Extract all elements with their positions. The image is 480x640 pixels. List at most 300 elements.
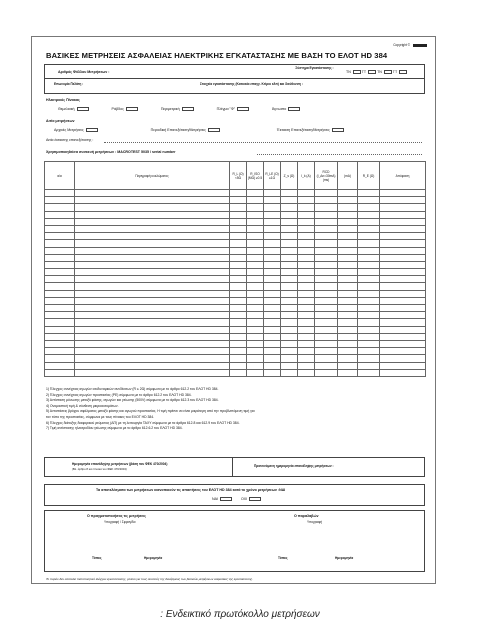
table-cell[interactable] bbox=[358, 233, 380, 240]
table-cell[interactable] bbox=[315, 362, 338, 369]
table-cell[interactable] bbox=[264, 218, 281, 225]
table-cell[interactable] bbox=[298, 355, 315, 362]
table-cell[interactable] bbox=[230, 211, 247, 218]
table-cell[interactable] bbox=[358, 247, 380, 254]
table-cell[interactable] bbox=[358, 240, 380, 247]
table-cell[interactable] bbox=[264, 283, 281, 290]
table-cell[interactable] bbox=[230, 247, 247, 254]
table-cell[interactable] bbox=[281, 190, 298, 197]
table-cell[interactable] bbox=[230, 355, 247, 362]
table-cell[interactable] bbox=[298, 340, 315, 347]
table-cell[interactable] bbox=[264, 197, 281, 204]
table-cell[interactable] bbox=[281, 233, 298, 240]
table-cell[interactable] bbox=[264, 326, 281, 333]
table-cell[interactable] bbox=[247, 276, 264, 283]
table-cell[interactable] bbox=[298, 276, 315, 283]
table-cell[interactable] bbox=[380, 297, 426, 304]
table-cell[interactable] bbox=[380, 254, 426, 261]
table-cell[interactable] bbox=[298, 204, 315, 211]
table-cell[interactable] bbox=[315, 247, 338, 254]
table-cell[interactable] bbox=[315, 290, 338, 297]
table-cell[interactable] bbox=[338, 190, 358, 197]
table-cell[interactable] bbox=[75, 333, 230, 340]
table-cell[interactable] bbox=[230, 340, 247, 347]
result-yes-checkbox[interactable] bbox=[220, 497, 232, 501]
table-cell[interactable] bbox=[298, 197, 315, 204]
table-cell[interactable] bbox=[75, 190, 230, 197]
panel-checkbox-3[interactable] bbox=[182, 107, 194, 111]
table-cell[interactable] bbox=[298, 240, 315, 247]
table-cell[interactable] bbox=[281, 297, 298, 304]
table-cell[interactable] bbox=[380, 340, 426, 347]
table-cell[interactable] bbox=[380, 233, 426, 240]
table-cell[interactable] bbox=[380, 204, 426, 211]
table-cell[interactable] bbox=[298, 269, 315, 276]
table-cell[interactable] bbox=[264, 204, 281, 211]
table-cell[interactable] bbox=[380, 197, 426, 204]
table-cell[interactable] bbox=[230, 240, 247, 247]
table-cell[interactable] bbox=[380, 362, 426, 369]
table-cell[interactable] bbox=[298, 297, 315, 304]
table-cell[interactable] bbox=[281, 225, 298, 232]
table-cell[interactable] bbox=[281, 369, 298, 376]
table-cell[interactable] bbox=[380, 369, 426, 376]
table-cell[interactable] bbox=[247, 283, 264, 290]
table-cell[interactable] bbox=[315, 340, 338, 347]
table-cell[interactable] bbox=[75, 254, 230, 261]
table-cell[interactable] bbox=[298, 369, 315, 376]
table-cell[interactable] bbox=[230, 233, 247, 240]
table-cell[interactable] bbox=[75, 247, 230, 254]
table-cell[interactable] bbox=[358, 297, 380, 304]
table-cell[interactable] bbox=[264, 211, 281, 218]
table-cell[interactable] bbox=[45, 297, 75, 304]
table-cell[interactable] bbox=[247, 312, 264, 319]
table-cell[interactable] bbox=[315, 276, 338, 283]
table-cell[interactable] bbox=[358, 269, 380, 276]
table-cell[interactable] bbox=[298, 319, 315, 326]
table-cell[interactable] bbox=[230, 305, 247, 312]
table-cell[interactable] bbox=[45, 254, 75, 261]
table-cell[interactable] bbox=[358, 319, 380, 326]
table-cell[interactable] bbox=[315, 319, 338, 326]
table-cell[interactable] bbox=[281, 348, 298, 355]
table-cell[interactable] bbox=[281, 240, 298, 247]
table-cell[interactable] bbox=[315, 326, 338, 333]
table-cell[interactable] bbox=[298, 290, 315, 297]
table-cell[interactable] bbox=[264, 261, 281, 268]
table-cell[interactable] bbox=[315, 283, 338, 290]
table-cell[interactable] bbox=[45, 218, 75, 225]
table-cell[interactable] bbox=[45, 305, 75, 312]
table-cell[interactable] bbox=[338, 333, 358, 340]
table-cell[interactable] bbox=[338, 211, 358, 218]
table-cell[interactable] bbox=[247, 355, 264, 362]
table-cell[interactable] bbox=[75, 218, 230, 225]
table-cell[interactable] bbox=[358, 333, 380, 340]
table-cell[interactable] bbox=[380, 290, 426, 297]
table-cell[interactable] bbox=[264, 276, 281, 283]
table-cell[interactable] bbox=[315, 369, 338, 376]
table-cell[interactable] bbox=[247, 211, 264, 218]
table-cell[interactable] bbox=[380, 355, 426, 362]
table-cell[interactable] bbox=[247, 254, 264, 261]
result-no-checkbox[interactable] bbox=[249, 497, 261, 501]
table-cell[interactable] bbox=[338, 283, 358, 290]
table-cell[interactable] bbox=[315, 197, 338, 204]
table-cell[interactable] bbox=[45, 269, 75, 276]
table-cell[interactable] bbox=[45, 283, 75, 290]
table-cell[interactable] bbox=[338, 204, 358, 211]
table-cell[interactable] bbox=[338, 269, 358, 276]
table-cell[interactable] bbox=[315, 225, 338, 232]
table-cell[interactable] bbox=[358, 261, 380, 268]
table-cell[interactable] bbox=[358, 218, 380, 225]
table-cell[interactable] bbox=[75, 312, 230, 319]
table-cell[interactable] bbox=[230, 312, 247, 319]
table-cell[interactable] bbox=[281, 340, 298, 347]
table-cell[interactable] bbox=[281, 261, 298, 268]
table-cell[interactable] bbox=[380, 269, 426, 276]
table-cell[interactable] bbox=[298, 333, 315, 340]
table-cell[interactable] bbox=[264, 290, 281, 297]
table-cell[interactable] bbox=[264, 319, 281, 326]
table-cell[interactable] bbox=[45, 340, 75, 347]
table-cell[interactable] bbox=[75, 233, 230, 240]
table-cell[interactable] bbox=[338, 290, 358, 297]
table-cell[interactable] bbox=[358, 369, 380, 376]
table-cell[interactable] bbox=[380, 348, 426, 355]
table-cell[interactable] bbox=[338, 340, 358, 347]
table-cell[interactable] bbox=[264, 269, 281, 276]
system-checkbox-4[interactable] bbox=[399, 70, 407, 74]
table-cell[interactable] bbox=[281, 362, 298, 369]
table-cell[interactable] bbox=[315, 269, 338, 276]
table-cell[interactable] bbox=[315, 218, 338, 225]
table-cell[interactable] bbox=[45, 333, 75, 340]
table-cell[interactable] bbox=[380, 333, 426, 340]
table-cell[interactable] bbox=[298, 362, 315, 369]
table-cell[interactable] bbox=[247, 261, 264, 268]
table-cell[interactable] bbox=[75, 297, 230, 304]
table-cell[interactable] bbox=[247, 333, 264, 340]
table-cell[interactable] bbox=[338, 197, 358, 204]
table-cell[interactable] bbox=[247, 290, 264, 297]
table-cell[interactable] bbox=[338, 319, 358, 326]
table-cell[interactable] bbox=[380, 225, 426, 232]
table-cell[interactable] bbox=[298, 326, 315, 333]
system-checkbox-3[interactable] bbox=[384, 70, 392, 74]
table-cell[interactable] bbox=[230, 218, 247, 225]
reason-checkbox-3[interactable] bbox=[332, 128, 344, 132]
table-cell[interactable] bbox=[281, 326, 298, 333]
table-cell[interactable] bbox=[45, 276, 75, 283]
table-cell[interactable] bbox=[358, 355, 380, 362]
table-cell[interactable] bbox=[281, 283, 298, 290]
table-cell[interactable] bbox=[338, 254, 358, 261]
table-cell[interactable] bbox=[230, 290, 247, 297]
table-cell[interactable] bbox=[358, 283, 380, 290]
table-cell[interactable] bbox=[380, 211, 426, 218]
table-cell[interactable] bbox=[315, 333, 338, 340]
table-cell[interactable] bbox=[247, 190, 264, 197]
table-cell[interactable] bbox=[315, 204, 338, 211]
table-cell[interactable] bbox=[247, 233, 264, 240]
table-cell[interactable] bbox=[264, 348, 281, 355]
table-cell[interactable] bbox=[45, 261, 75, 268]
table-cell[interactable] bbox=[45, 233, 75, 240]
table-cell[interactable] bbox=[247, 348, 264, 355]
table-cell[interactable] bbox=[247, 247, 264, 254]
table-cell[interactable] bbox=[75, 276, 230, 283]
system-checkbox-1[interactable] bbox=[353, 70, 361, 74]
table-cell[interactable] bbox=[315, 297, 338, 304]
table-cell[interactable] bbox=[358, 362, 380, 369]
table-cell[interactable] bbox=[315, 261, 338, 268]
panel-checkbox-2[interactable] bbox=[126, 107, 138, 111]
table-cell[interactable] bbox=[380, 305, 426, 312]
table-cell[interactable] bbox=[281, 211, 298, 218]
table-cell[interactable] bbox=[45, 319, 75, 326]
table-cell[interactable] bbox=[338, 233, 358, 240]
table-cell[interactable] bbox=[45, 211, 75, 218]
table-cell[interactable] bbox=[298, 254, 315, 261]
reason-checkbox-2[interactable] bbox=[208, 128, 220, 132]
table-cell[interactable] bbox=[358, 197, 380, 204]
table-cell[interactable] bbox=[247, 297, 264, 304]
table-cell[interactable] bbox=[75, 319, 230, 326]
table-cell[interactable] bbox=[338, 240, 358, 247]
table-cell[interactable] bbox=[281, 269, 298, 276]
table-cell[interactable] bbox=[298, 312, 315, 319]
table-cell[interactable] bbox=[315, 233, 338, 240]
table-cell[interactable] bbox=[230, 333, 247, 340]
table-cell[interactable] bbox=[230, 297, 247, 304]
table-cell[interactable] bbox=[45, 204, 75, 211]
table-cell[interactable] bbox=[358, 290, 380, 297]
table-cell[interactable] bbox=[75, 362, 230, 369]
table-cell[interactable] bbox=[75, 225, 230, 232]
panel-checkbox-4[interactable] bbox=[237, 107, 249, 111]
table-cell[interactable] bbox=[75, 355, 230, 362]
table-cell[interactable] bbox=[298, 218, 315, 225]
table-cell[interactable] bbox=[45, 312, 75, 319]
table-cell[interactable] bbox=[75, 369, 230, 376]
reason-checkbox-1[interactable] bbox=[86, 128, 98, 132]
table-cell[interactable] bbox=[75, 269, 230, 276]
table-cell[interactable] bbox=[230, 254, 247, 261]
table-cell[interactable] bbox=[380, 326, 426, 333]
table-cell[interactable] bbox=[75, 197, 230, 204]
table-cell[interactable] bbox=[298, 261, 315, 268]
table-cell[interactable] bbox=[45, 326, 75, 333]
table-cell[interactable] bbox=[264, 340, 281, 347]
table-cell[interactable] bbox=[338, 261, 358, 268]
table-cell[interactable] bbox=[75, 290, 230, 297]
table-cell[interactable] bbox=[338, 305, 358, 312]
table-cell[interactable] bbox=[298, 190, 315, 197]
table-cell[interactable] bbox=[380, 276, 426, 283]
table-cell[interactable] bbox=[315, 312, 338, 319]
table-cell[interactable] bbox=[264, 369, 281, 376]
table-cell[interactable] bbox=[45, 355, 75, 362]
table-cell[interactable] bbox=[315, 211, 338, 218]
table-cell[interactable] bbox=[315, 305, 338, 312]
table-cell[interactable] bbox=[230, 190, 247, 197]
table-cell[interactable] bbox=[247, 340, 264, 347]
table-cell[interactable] bbox=[264, 355, 281, 362]
table-cell[interactable] bbox=[247, 362, 264, 369]
table-cell[interactable] bbox=[358, 340, 380, 347]
table-cell[interactable] bbox=[230, 362, 247, 369]
table-cell[interactable] bbox=[45, 240, 75, 247]
table-cell[interactable] bbox=[338, 348, 358, 355]
table-cell[interactable] bbox=[315, 254, 338, 261]
table-cell[interactable] bbox=[230, 283, 247, 290]
table-cell[interactable] bbox=[281, 276, 298, 283]
table-cell[interactable] bbox=[230, 276, 247, 283]
table-cell[interactable] bbox=[338, 297, 358, 304]
table-cell[interactable] bbox=[264, 190, 281, 197]
table-cell[interactable] bbox=[45, 190, 75, 197]
table-cell[interactable] bbox=[380, 247, 426, 254]
table-cell[interactable] bbox=[380, 190, 426, 197]
table-cell[interactable] bbox=[358, 312, 380, 319]
table-cell[interactable] bbox=[298, 283, 315, 290]
table-cell[interactable] bbox=[358, 254, 380, 261]
table-cell[interactable] bbox=[298, 247, 315, 254]
table-cell[interactable] bbox=[75, 283, 230, 290]
panel-checkbox-5[interactable] bbox=[288, 107, 300, 111]
table-cell[interactable] bbox=[281, 319, 298, 326]
table-cell[interactable] bbox=[230, 204, 247, 211]
table-cell[interactable] bbox=[45, 290, 75, 297]
table-cell[interactable] bbox=[281, 254, 298, 261]
table-cell[interactable] bbox=[281, 333, 298, 340]
table-cell[interactable] bbox=[380, 218, 426, 225]
table-cell[interactable] bbox=[264, 247, 281, 254]
table-cell[interactable] bbox=[281, 197, 298, 204]
table-cell[interactable] bbox=[281, 204, 298, 211]
table-cell[interactable] bbox=[264, 362, 281, 369]
table-cell[interactable] bbox=[315, 240, 338, 247]
table-cell[interactable] bbox=[380, 319, 426, 326]
system-checkbox-2[interactable] bbox=[368, 70, 376, 74]
table-cell[interactable] bbox=[230, 225, 247, 232]
table-cell[interactable] bbox=[281, 247, 298, 254]
table-cell[interactable] bbox=[45, 362, 75, 369]
table-cell[interactable] bbox=[358, 225, 380, 232]
table-cell[interactable] bbox=[75, 348, 230, 355]
table-cell[interactable] bbox=[230, 326, 247, 333]
table-cell[interactable] bbox=[75, 261, 230, 268]
table-cell[interactable] bbox=[45, 247, 75, 254]
table-cell[interactable] bbox=[230, 348, 247, 355]
table-cell[interactable] bbox=[45, 197, 75, 204]
table-cell[interactable] bbox=[358, 348, 380, 355]
table-cell[interactable] bbox=[264, 225, 281, 232]
table-cell[interactable] bbox=[358, 204, 380, 211]
table-cell[interactable] bbox=[358, 276, 380, 283]
table-cell[interactable] bbox=[264, 312, 281, 319]
table-cell[interactable] bbox=[380, 240, 426, 247]
table-cell[interactable] bbox=[247, 225, 264, 232]
panel-checkbox-1[interactable] bbox=[77, 107, 89, 111]
table-cell[interactable] bbox=[75, 204, 230, 211]
table-cell[interactable] bbox=[75, 326, 230, 333]
table-cell[interactable] bbox=[338, 369, 358, 376]
table-cell[interactable] bbox=[298, 305, 315, 312]
table-cell[interactable] bbox=[338, 362, 358, 369]
table-cell[interactable] bbox=[380, 283, 426, 290]
table-cell[interactable] bbox=[247, 269, 264, 276]
table-cell[interactable] bbox=[45, 369, 75, 376]
table-cell[interactable] bbox=[45, 348, 75, 355]
table-cell[interactable] bbox=[75, 340, 230, 347]
table-cell[interactable] bbox=[298, 211, 315, 218]
table-cell[interactable] bbox=[230, 319, 247, 326]
table-cell[interactable] bbox=[264, 254, 281, 261]
table-cell[interactable] bbox=[264, 333, 281, 340]
table-cell[interactable] bbox=[264, 240, 281, 247]
table-cell[interactable] bbox=[338, 218, 358, 225]
table-cell[interactable] bbox=[298, 348, 315, 355]
table-cell[interactable] bbox=[380, 312, 426, 319]
table-cell[interactable] bbox=[298, 225, 315, 232]
table-cell[interactable] bbox=[298, 233, 315, 240]
table-cell[interactable] bbox=[358, 190, 380, 197]
table-cell[interactable] bbox=[247, 305, 264, 312]
table-cell[interactable] bbox=[247, 197, 264, 204]
table-cell[interactable] bbox=[230, 197, 247, 204]
table-cell[interactable] bbox=[358, 305, 380, 312]
table-cell[interactable] bbox=[75, 305, 230, 312]
table-cell[interactable] bbox=[338, 247, 358, 254]
table-cell[interactable] bbox=[247, 319, 264, 326]
table-cell[interactable] bbox=[358, 326, 380, 333]
table-cell[interactable] bbox=[264, 297, 281, 304]
table-cell[interactable] bbox=[281, 355, 298, 362]
table-cell[interactable] bbox=[281, 312, 298, 319]
table-cell[interactable] bbox=[247, 326, 264, 333]
table-cell[interactable] bbox=[230, 261, 247, 268]
table-cell[interactable] bbox=[247, 369, 264, 376]
table-cell[interactable] bbox=[264, 233, 281, 240]
table-cell[interactable] bbox=[315, 355, 338, 362]
table-cell[interactable] bbox=[358, 211, 380, 218]
table-cell[interactable] bbox=[338, 225, 358, 232]
table-cell[interactable] bbox=[315, 190, 338, 197]
table-cell[interactable] bbox=[230, 269, 247, 276]
table-cell[interactable] bbox=[338, 312, 358, 319]
table-cell[interactable] bbox=[230, 369, 247, 376]
table-cell[interactable] bbox=[75, 240, 230, 247]
table-cell[interactable] bbox=[247, 204, 264, 211]
table-cell[interactable] bbox=[315, 348, 338, 355]
table-cell[interactable] bbox=[75, 211, 230, 218]
table-cell[interactable] bbox=[338, 326, 358, 333]
table-cell[interactable] bbox=[338, 355, 358, 362]
table-cell[interactable] bbox=[45, 225, 75, 232]
table-cell[interactable] bbox=[247, 240, 264, 247]
table-cell[interactable] bbox=[281, 218, 298, 225]
table-cell[interactable] bbox=[281, 290, 298, 297]
table-cell[interactable] bbox=[264, 305, 281, 312]
table-cell[interactable] bbox=[380, 261, 426, 268]
table-cell[interactable] bbox=[338, 276, 358, 283]
table-cell[interactable] bbox=[281, 305, 298, 312]
table-cell[interactable] bbox=[247, 218, 264, 225]
